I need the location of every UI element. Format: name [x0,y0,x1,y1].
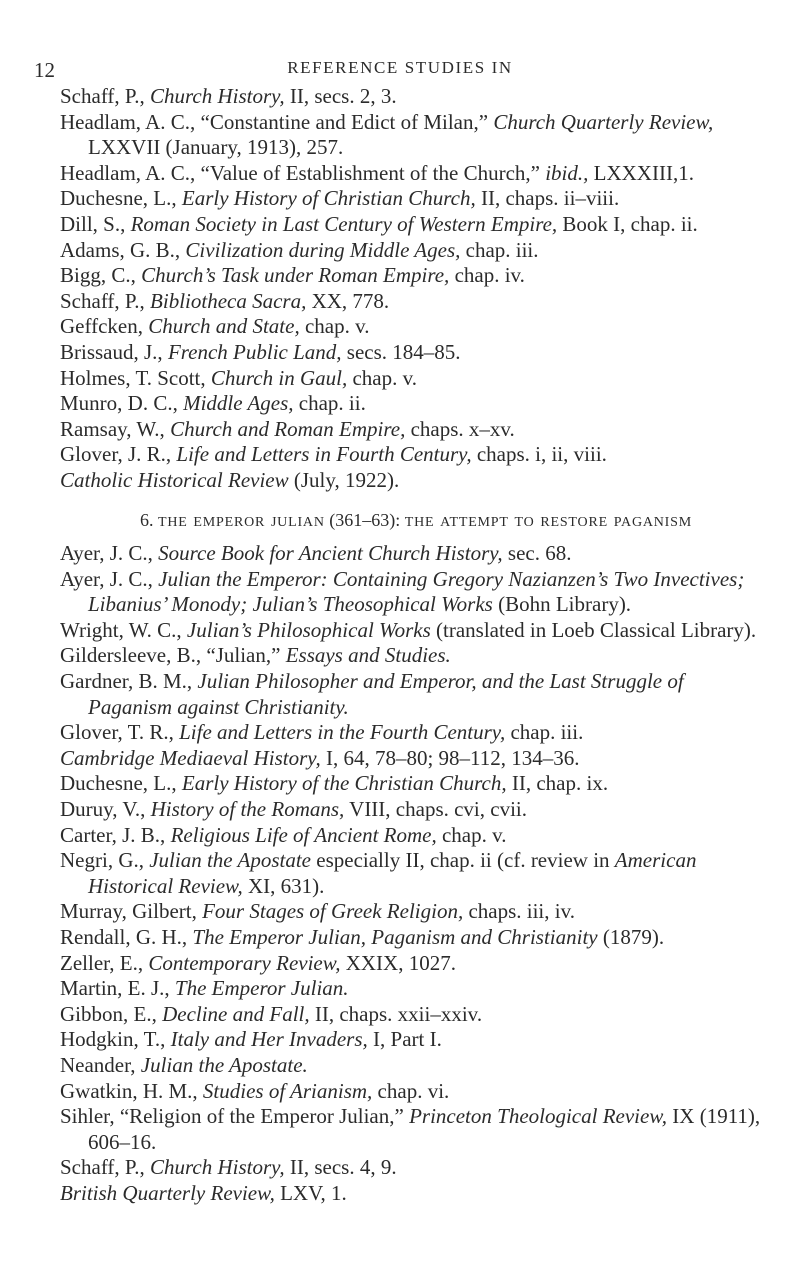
reference-title: British Quarterly Review, [60,1180,275,1205]
reference-text: sec. 68. [502,541,572,566]
reference-entry [60,186,772,212]
reference-entry [60,643,772,669]
reference-title: Life and Letters in Fourth Century, [176,442,472,467]
reference-title: History of the Romans, [150,797,345,822]
reference-title: Catholic Historical Review [60,467,289,492]
reference-entry [60,1027,772,1053]
reference-text: XI, 631). [242,873,325,898]
reference-text: chap. iv. [449,263,525,288]
section-heading [60,508,772,534]
reference-title: Life and Letters in the Fourth Century, [179,720,506,745]
reference-text: chaps. iii, iv. [463,899,575,924]
reference-title: Julian the Apostate. [140,1052,308,1077]
reference-entry [60,289,772,315]
reference-title: Religious Life of Ancient Rome, [170,822,437,847]
reference-text: Schaff, P., [60,1155,151,1180]
reference-text: chaps. x–xv. [405,416,515,441]
reference-text: Gardner, B. M., [60,669,198,694]
reference-title: Early History of Christian Church, [181,186,476,211]
reference-text: chap. ii. [293,391,366,416]
reference-title: Julian the Apostate [149,848,311,873]
reference-text: Headlam, A. C., “Constantine and Edict of Milan,” [60,109,494,134]
section-heading-subtitle: the attempt to restore paganism [404,508,692,531]
reference-text: Neander, [60,1052,141,1077]
reference-title: Church Quarterly Review, [493,109,714,134]
reference-title: Contemporary Review, [148,950,341,975]
reference-text: Book I, chap. ii. [557,211,698,236]
reference-entry [60,1104,772,1155]
reference-title: Church and State, [148,314,300,339]
reference-text: II, secs. 4, 9. [284,1155,397,1180]
reference-entry [60,618,772,644]
reference-entry [60,925,772,951]
reference-text: chap. v. [299,314,370,339]
reference-entry [60,797,772,823]
reference-title: Church History, [150,1155,285,1180]
reference-text: Schaff, P., [60,288,151,313]
reference-text: Ayer, J. C., [60,541,159,566]
reference-entry [60,1079,772,1105]
reference-entry [60,567,772,618]
reference-title: Cambridge Mediaeval History, [60,745,321,770]
reference-text: (1879). [597,925,665,949]
reference-text: II, chaps. xxii–xxiv. [309,1001,483,1026]
reference-text: Gibbon, E., [60,1001,163,1026]
reference-title: Church and Roman Empire, [170,416,406,441]
reference-title: Roman Society in Last Century of Western Empire, [130,211,558,236]
reference-entry [60,1155,772,1181]
reference-title: American Historical Review, [88,848,697,898]
reference-text: XX, 778. [306,288,390,313]
reference-entry [60,442,772,468]
reference-entry [60,541,772,567]
reference-text: chap. vi. [372,1078,450,1103]
reference-text: (Bohn Library). [492,592,632,617]
reference-text: (translated in Loeb Classical Library). [430,617,757,642]
reference-entry [60,110,772,161]
reference-text: Adams, G. B., [60,237,186,262]
reference-title: Essays and Studies. [285,643,451,668]
reference-text: Martin, E. J., [60,976,175,1001]
section-dates: (361–63): [329,509,401,530]
reference-entry [60,417,772,443]
reference-text: IX (1911), 606–16. [88,1104,761,1154]
reference-title: ibid., [545,160,589,185]
section-number: 6. [140,509,154,530]
running-head: REFERENCE STUDIES IN [287,58,513,77]
reference-text: II, secs. 2, 3. [284,84,397,108]
reference-title: Julian the Emperor: Containing Gregory Nazianzen’s Two Invectives; Libanius’ Monody; Julian’s Theosophical Works [88,566,745,617]
reference-text: Gwatkin, H. M., [60,1078,203,1103]
reference-text: II, chaps. ii–viii. [475,186,620,211]
reference-title: The Emperor Julian, Paganism and Christianity [192,925,598,949]
reference-text: Negri, G., [60,848,150,873]
reference-entry [60,1053,772,1079]
reference-text: Sihler, “Religion of the Emperor Julian,” [60,1104,410,1129]
reference-title: Princeton Theological Review, [409,1104,668,1129]
reference-title: Studies of Arianism, [202,1078,373,1103]
reference-text: especially II, chap. ii (cf. review in [311,848,615,873]
reference-text: Duruy, V., [60,797,151,822]
reference-entry [60,212,772,238]
reference-entry [60,899,772,925]
reference-text: Brissaud, J., [60,339,168,364]
reference-text: Headlam, A. C., “Value of Establishment of the Church,” [60,160,546,185]
page-number: 12 [34,58,55,82]
reference-text: Gildersleeve, B., “Julian,” [60,643,286,668]
reference-title: Middle Ages, [183,391,294,416]
reference-text: LXXVII (January, 1913), 257. [88,135,344,160]
reference-title: Church History, [150,84,285,108]
reference-text: chap. iii. [505,720,584,745]
reference-title: The Emperor Julian. [174,976,349,1001]
reference-title: Civilization during Middle Ages, [185,237,461,262]
reference-title: Bibliotheca Sacra, [150,288,307,313]
reference-entry [60,314,772,340]
reference-entry [60,366,772,392]
reference-text: I, Part I. [367,1027,442,1052]
reference-title: Julian Philosopher and Emperor, and the Last Struggle of Paganism against Christianity. [88,669,684,719]
reference-text: Carter, J. B., [60,822,171,847]
reference-text: Duchesne, L., [60,771,182,796]
reference-entry [60,669,772,720]
reference-text: secs. 184–85. [341,339,461,364]
reference-text: Dill, S., [60,211,131,236]
reference-text: Munro, D. C., [60,391,184,416]
reference-list [60,84,772,1207]
reference-text: LXV, 1. [274,1180,347,1205]
reference-group-1 [60,84,772,494]
reference-text: Rendall, G. H., [60,925,193,949]
reference-text: XXIX, 1027. [340,950,456,975]
reference-entry [60,84,772,110]
reference-title: Church in Gaul, [210,365,348,390]
reference-entry [60,1181,772,1207]
reference-entry [60,823,772,849]
reference-title: Church’s Task under Roman Empire, [141,263,450,288]
reference-text: Geffcken, [60,314,149,339]
reference-entry [60,1002,772,1028]
reference-title: Four Stages of Greek Religion, [202,899,464,924]
reference-text: Ayer, J. C., [60,566,159,591]
reference-text: chap. v. [436,822,507,847]
reference-text: Hodgkin, T., [60,1027,171,1052]
reference-entry [60,976,772,1002]
reference-title: Julian’s Philosophical Works [186,617,431,642]
reference-text: (July, 1922). [288,467,400,492]
reference-text: Ramsay, W., [60,416,171,441]
reference-text: LXXXIII,1. [588,160,694,185]
reference-text: Duchesne, L., [60,186,182,211]
reference-text: Bigg, C., [60,263,142,288]
reference-text: Holmes, T. Scott, [60,365,211,390]
reference-text: VIII, chaps. cvi, cvii. [344,797,528,822]
reference-title: Decline and Fall, [162,1001,310,1026]
reference-text: chaps. i, ii, viii. [471,442,607,467]
reference-entry [60,720,772,746]
reference-text: chap. v. [347,365,417,390]
reference-entry [60,340,772,366]
reference-text: Wright, W. C., [60,617,187,642]
reference-entry [60,468,772,494]
reference-entry [60,951,772,977]
reference-entry [60,238,772,264]
reference-text: Schaff, P., [60,84,151,108]
reference-text: I, 64, 78–80; 98–112, 134–36. [320,745,580,770]
reference-title: Early History of the Christian Church, [181,771,507,796]
reference-text: chap. iii. [460,237,539,262]
reference-title: Italy and Her Invaders, [170,1027,368,1052]
reference-text: Zeller, E., [60,950,149,975]
reference-entry [60,263,772,289]
reference-entry [60,771,772,797]
reference-text: II, chap. ix. [506,771,609,796]
section-heading-title: the emperor julian [158,508,325,531]
reference-group-2 [60,541,772,1206]
reference-title: Source Book for Ancient Church History, [158,541,503,566]
reference-text: Glover, T. R., [60,720,180,745]
reference-title: French Public Land, [167,339,342,364]
reference-text: Murray, Gilbert, [60,899,203,924]
reference-entry [60,391,772,417]
reference-text: Glover, J. R., [60,442,177,467]
reference-entry [60,746,772,772]
reference-entry [60,161,772,187]
reference-entry [60,848,772,899]
